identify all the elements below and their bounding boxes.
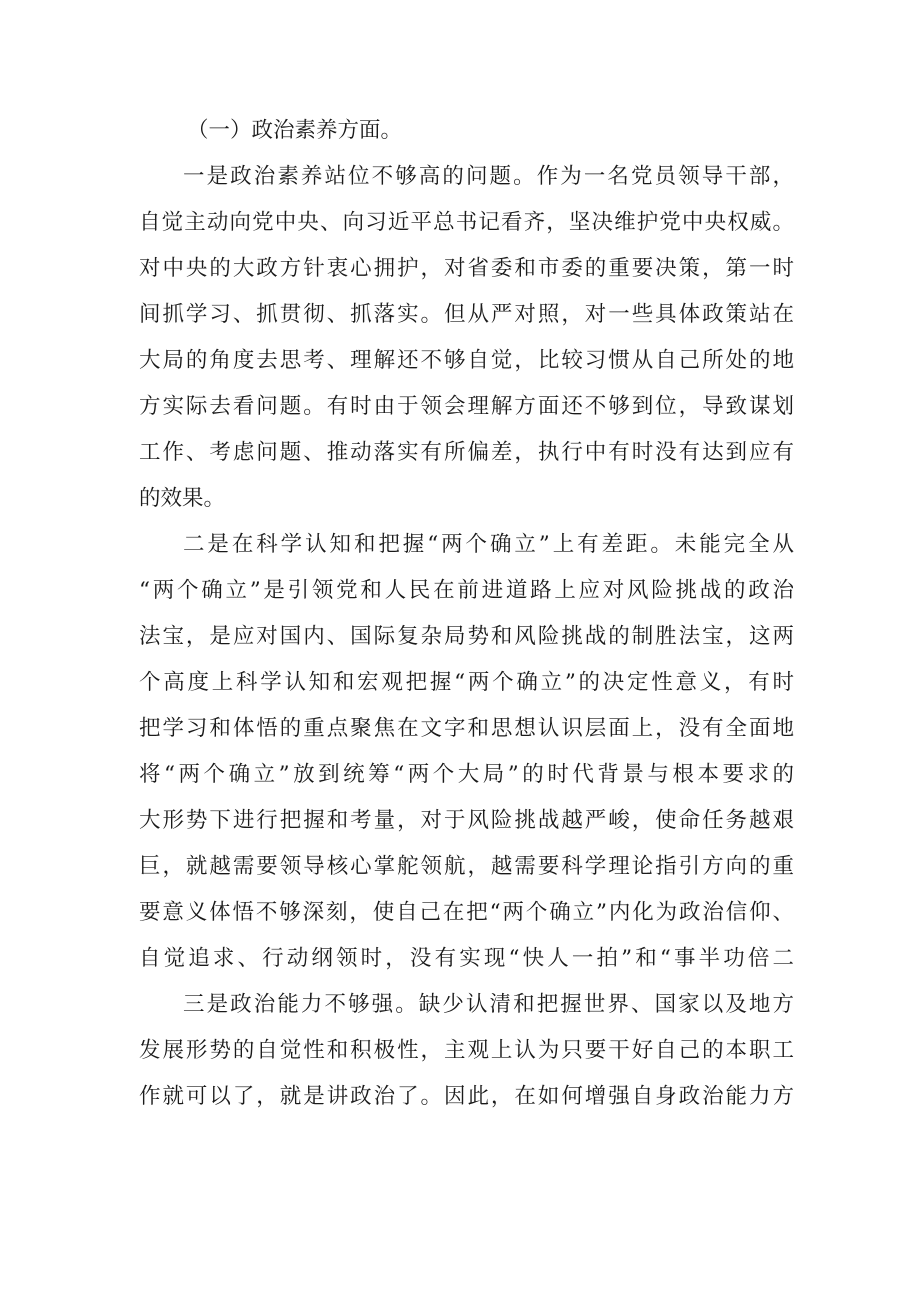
paragraph-1-line-1: 一是政治素养站位不够高的问题。作为一名党员领导干部， [183,164,794,189]
paragraph-2-line-3: 法宝，是应对国内、国际复杂局势和风险挑战的制胜法宝，这两 [139,624,794,649]
paragraph-3-line-1: 三是政治能力不够强。缺少认清和把握世界、国家以及地方 [183,992,794,1017]
paragraph-2-line-1: 二是在科学认知和把握“两个确立”上有差距。未能完全从 [183,532,794,557]
paragraph-2-line-2: “两个确立”是引领党和人民在前进道路上应对风险挑战的政治 [139,578,794,603]
paragraph-1-line-8: 的效果。 [139,486,226,511]
paragraph-2-line-5: 把学习和体悟的重点聚焦在文字和思想认识层面上，没有全面地 [139,716,794,741]
paragraph-2-line-9: 要意义体悟不够深刻，使自己在把“两个确立”内化为政治信仰、 [139,900,794,925]
paragraph-2-line-6: 将“两个确立”放到统筹“两个大局”的时代背景与根本要求的 [139,762,794,787]
paragraph-1-line-3: 对中央的大政方针衷心拥护，对省委和市委的重要决策，第一时 [139,256,794,281]
paragraph-1-line-4: 间抓学习、抓贯彻、抓落实。但从严对照，对一些具体政策站在 [139,302,794,327]
paragraph-3-line-2: 发展形势的自觉性和积极性，主观上认为只要干好自己的本职工 [139,1038,794,1063]
paragraph-3-line-3: 作就可以了，就是讲政治了。因此，在如何增强自身政治能力方 [139,1084,794,1109]
paragraph-1-line-5: 大局的角度去思考、理解还不够自觉，比较习惯从自己所处的地 [139,348,794,373]
paragraph-2-line-10: 自觉追求、行动纲领时，没有实现“快人一拍”和“事半功倍二 [139,946,794,971]
paragraph-1-line-7: 工作、考虑问题、推动落实有所偏差，执行中有时没有达到应有 [139,440,794,465]
document-body [139,108,794,1120]
paragraph-1-line-6: 方实际去看问题。有时由于领会理解方面还不够到位，导致谋划 [139,394,794,419]
paragraph-1-line-2: 自觉主动向党中央、向习近平总书记看齐，坚决维护党中央权威。 [139,210,794,235]
paragraph-2-line-4: 个高度上科学认知和宏观把握“两个确立”的决定性意义，有时 [139,670,794,695]
section-heading: （一）政治素养方面。 [187,118,403,143]
paragraph-2-line-8: 巨，就越需要领导核心掌舵领航，越需要科学理论指引方向的重 [139,854,794,879]
paragraph-2-line-7: 大形势下进行把握和考量，对于风险挑战越严峻，使命任务越艰 [139,808,794,833]
